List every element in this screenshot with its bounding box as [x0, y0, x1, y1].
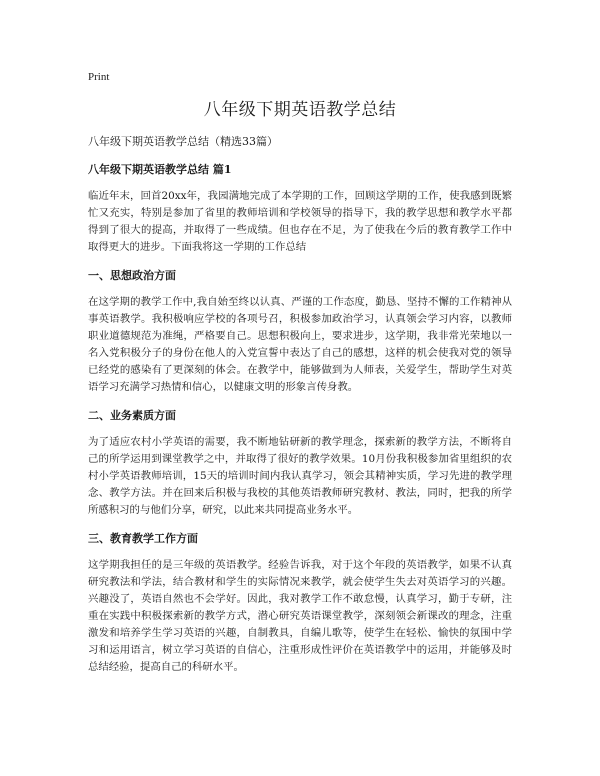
document-subtitle: 八年级下期英语教学总结（精选33篇）: [88, 135, 278, 148]
article-heading: 八年级下期英语教学总结 篇1: [88, 163, 232, 176]
section-body-teaching: 这学期我担任的是三年级的英语教学。经验告诉我，对于这个年段的英语教学，如果不认真研究教法和学法，结合教材和学生的实际情况来教学，就会使学生失去对英语学习的兴趣。兴趣没了，英语自然也不会学好。因此，我对教学工作不敢怠慢，认真学习，勤于专研，注重在实践中积极探索新的教学方式，潜心研究英语课堂教学，深刻领会新课改的理念，注重激发和培养学生学习英语的兴趣，自制教具，自编儿歌等，使学生在轻松、愉快的氛围中学习和运用语言，树立学习英语的自信心，注重形成性评价在英语教学中的运用，并能够及时总结经验，提高自己的科研水平。: [88, 559, 512, 673]
section-body-politics: 在这学期的教学工作中,我自始至终以认真、严谨的工作态度，勤恳、坚持不懈的工作精神从事英语教学。我积极响应学校的各项号召，积极参加政治学习，认真领会学习内容，以教师职业道德规范为准绳，严格要自己。思想积极向上，要求进步，这学期，我非常光荣地以一名入党积极分子的身份在他人的入党宣誓中表达了自己的感想，这样的机会使我对党的领导已经党的感染有了更深刻的体会。在教学中，能够做到为人师表，关爱学生，帮助学生对英语学习充满学习热情和信心，以健康文明的形象言传身教。: [88, 296, 512, 393]
section-heading-teaching: 三、教育教学工作方面: [88, 532, 198, 545]
print-link[interactable]: Print: [88, 71, 110, 83]
section-body-professional: 为了适应农村小学英语的需要，我不断地钻研新的教学理念，探索新的教学方法，不断将自己的所学运用到课堂教学之中，并取得了很好的教学效果。10月份我积极参加省里组织的农村小学英语教师培训，15天的培训时间内我认真学习，领会其精神实质，学习先进的教学理念、教学方法。并在回来后积极与我校的其他英语教师研究教材、教法，同时，把我的所学所感积习的与他们分享，研究，以此来共同提高业务水平。: [88, 436, 512, 516]
section-heading-professional: 二、业务素质方面: [88, 409, 176, 422]
section-heading-politics: 一、思想政治方面: [88, 269, 176, 282]
intro-paragraph: 临近年末，回首20xx年，我园满地完成了本学期的工作，回顾这学期的工作，使我感到既繁忙又充实，特别是参加了省里的教师培训和学校领导的指导下，我的教学思想和教学水平都得到了很大的提高，并取得了一些成绩。但也存在不足，为了使我在今后的教育教学工作中取得更大的进步。下面我将这一学期的工作总结: [88, 190, 512, 253]
page-title: 八年级下期英语教学总结: [203, 100, 397, 120]
